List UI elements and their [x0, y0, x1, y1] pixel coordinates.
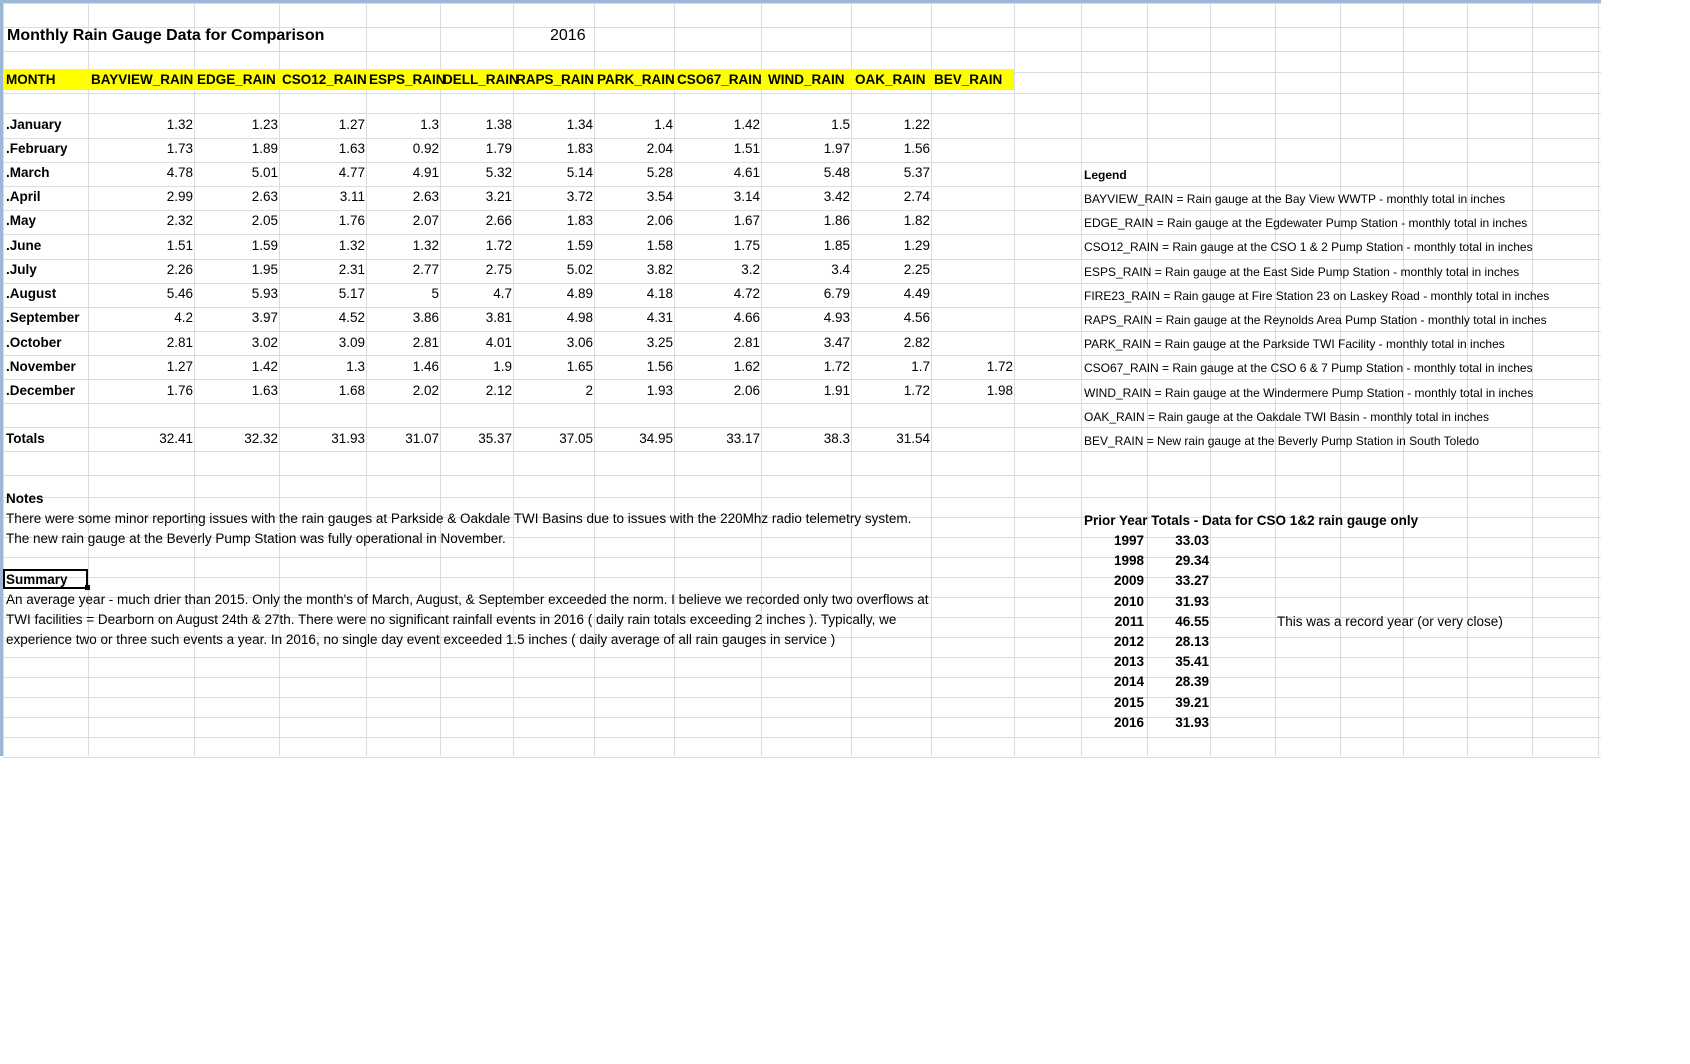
total-cell[interactable]: 33.17: [726, 431, 760, 446]
month-label[interactable]: .December: [6, 383, 76, 398]
month-label[interactable]: .March: [6, 165, 50, 180]
month-label[interactable]: .February: [6, 141, 68, 156]
data-cell[interactable]: 3.81: [485, 310, 512, 325]
prior-year: 2016: [1113, 714, 1144, 730]
data-cell[interactable]: 1.86: [823, 213, 850, 228]
data-cell[interactable]: 3.54: [646, 189, 673, 204]
data-cell[interactable]: 1.22: [903, 117, 930, 132]
data-cell[interactable]: 1.83: [566, 141, 593, 156]
column-header[interactable]: MONTH: [6, 72, 56, 87]
data-cell[interactable]: 1.58: [646, 238, 673, 253]
data-cell[interactable]: 0.92: [412, 141, 439, 156]
data-cell[interactable]: 1.51: [733, 141, 760, 156]
data-cell[interactable]: 4.7: [493, 286, 512, 301]
total-cell[interactable]: 38.3: [823, 431, 850, 446]
data-cell[interactable]: 1.56: [646, 359, 673, 374]
total-cell[interactable]: 35.37: [478, 431, 512, 446]
data-cell[interactable]: 3.42: [823, 189, 850, 204]
totals-label[interactable]: Totals: [6, 431, 45, 446]
total-cell[interactable]: 31.93: [331, 431, 365, 446]
data-cell[interactable]: 3.2: [741, 262, 760, 277]
data-cell[interactable]: 4.98: [566, 310, 593, 325]
month-label[interactable]: .July: [6, 262, 37, 277]
data-cell[interactable]: 3.82: [646, 262, 673, 277]
data-cell[interactable]: 4.89: [566, 286, 593, 301]
legend-item: OAK_RAIN = Rain gauge at the Oakdale TWI Basin - monthly total in inches: [1084, 409, 1489, 424]
data-cell[interactable]: 2.02: [412, 383, 439, 398]
data-cell[interactable]: 2.12: [485, 383, 512, 398]
month-label[interactable]: .September: [6, 310, 80, 325]
data-cell[interactable]: 1.38: [485, 117, 512, 132]
data-cell[interactable]: 1.7: [911, 359, 930, 374]
data-cell[interactable]: 5.37: [903, 165, 930, 180]
data-cell[interactable]: 1.63: [338, 141, 365, 156]
data-cell[interactable]: 1.27: [166, 359, 193, 374]
data-cell[interactable]: 3.06: [566, 335, 593, 350]
summary-line: experience two or three such events a year. In 2016, no single day event exceeded 1.5 inches ( daily average of all rain gauges in service ): [6, 632, 836, 647]
data-cell[interactable]: 4.49: [903, 286, 930, 301]
data-cell[interactable]: 1.97: [823, 141, 850, 156]
column-header[interactable]: WIND_RAIN: [768, 72, 845, 87]
prior-total: 33.27: [1175, 573, 1209, 589]
data-cell[interactable]: 6.79: [823, 286, 850, 301]
column-header[interactable]: EDGE_RAIN: [197, 72, 276, 87]
legend-item: CSO12_RAIN = Rain gauge at the CSO 1 & 2 Pump Station - monthly total in inches: [1084, 240, 1533, 255]
data-cell[interactable]: 1.72: [903, 383, 930, 398]
data-cell[interactable]: 1.62: [733, 359, 760, 374]
data-cell[interactable]: 1.46: [412, 359, 439, 374]
data-cell[interactable]: 1.5: [831, 117, 850, 132]
prior-year: 2011: [1114, 613, 1144, 629]
total-cell[interactable]: 32.41: [159, 431, 193, 446]
data-cell[interactable]: 4.77: [338, 165, 365, 180]
data-cell[interactable]: 3.02: [251, 335, 278, 350]
prior-year: 2010: [1113, 593, 1144, 609]
data-cell[interactable]: 1.56: [903, 141, 930, 156]
column-header[interactable]: DELL_RAIN: [443, 72, 519, 87]
data-cell[interactable]: 2.26: [166, 262, 193, 277]
data-cell[interactable]: 1.72: [485, 238, 512, 253]
data-cell[interactable]: 5: [431, 286, 439, 301]
record-year-note: This was a record year (or very close): [1277, 614, 1503, 629]
data-cell[interactable]: 5.28: [646, 165, 673, 180]
legend-item: BEV_RAIN = New rain gauge at the Beverly Pump Station in South Toledo: [1084, 434, 1480, 448]
data-cell[interactable]: 1.98: [986, 383, 1013, 398]
data-cell[interactable]: 1.59: [251, 238, 278, 253]
data-cell[interactable]: 1.63: [251, 383, 278, 398]
data-cell[interactable]: 1.95: [251, 262, 278, 277]
data-cell[interactable]: 4.66: [733, 310, 760, 325]
data-cell[interactable]: 5.32: [485, 165, 512, 180]
data-cell[interactable]: 2.75: [485, 262, 512, 277]
data-cell[interactable]: 2.63: [251, 189, 278, 204]
prior-year: 2009: [1113, 573, 1144, 589]
column-header[interactable]: BAYVIEW_RAIN: [91, 72, 194, 87]
prior-total: 31.93: [1175, 593, 1209, 609]
data-cell[interactable]: 1.3: [346, 359, 365, 374]
prior-total: 35.41: [1175, 654, 1209, 670]
notes-heading: Notes: [6, 491, 44, 506]
data-cell[interactable]: 5.46: [166, 286, 193, 301]
data-cell[interactable]: 1.32: [166, 117, 193, 132]
data-cell[interactable]: 5.48: [823, 165, 850, 180]
month-label[interactable]: .April: [6, 189, 41, 204]
data-cell[interactable]: 1.3: [420, 117, 439, 132]
data-cell[interactable]: 1.9: [493, 359, 512, 374]
total-cell[interactable]: 32.32: [244, 431, 278, 446]
month-label[interactable]: .November: [6, 359, 76, 374]
legend-item: EDGE_RAIN = Rain gauge at the Egdewater Pump Station - monthly total in inches: [1084, 216, 1528, 231]
data-cell[interactable]: 3.11: [339, 189, 365, 204]
data-cell[interactable]: 5.14: [566, 165, 593, 180]
data-cell[interactable]: 1.79: [485, 141, 512, 156]
column-header[interactable]: PARK_RAIN: [597, 72, 675, 87]
page-title: Monthly Rain Gauge Data for Comparison: [7, 27, 325, 44]
total-cell[interactable]: 34.95: [639, 431, 673, 446]
data-cell[interactable]: 1.76: [166, 383, 193, 398]
data-cell[interactable]: 1.72: [823, 359, 850, 374]
data-cell[interactable]: 3.86: [412, 310, 439, 325]
data-cell[interactable]: 4.72: [733, 286, 760, 301]
data-cell[interactable]: 1.82: [903, 213, 930, 228]
total-cell[interactable]: 37.05: [559, 431, 593, 446]
data-cell[interactable]: 1.91: [823, 383, 850, 398]
data-cell[interactable]: 2.31: [338, 262, 365, 277]
data-cell[interactable]: 1.27: [338, 117, 365, 132]
data-cell[interactable]: 4.2: [174, 310, 193, 325]
data-cell[interactable]: 1.76: [338, 213, 365, 228]
prior-total: 33.03: [1175, 533, 1209, 548]
data-cell[interactable]: 3.14: [733, 189, 760, 204]
prior-total: 39.21: [1175, 694, 1209, 710]
data-cell[interactable]: 3.47: [823, 335, 850, 350]
summary-heading[interactable]: Summary: [6, 572, 68, 587]
month-label[interactable]: .June: [6, 238, 42, 253]
data-cell[interactable]: 5.17: [338, 286, 365, 301]
data-cell[interactable]: 3.09: [338, 335, 365, 350]
data-cell[interactable]: 1.34: [566, 117, 593, 132]
data-cell[interactable]: 5.93: [251, 286, 278, 301]
data-cell[interactable]: 5.01: [251, 165, 278, 180]
prior-heading: Prior Year Totals - Data for CSO 1&2 rain gauge only: [1084, 513, 1419, 528]
data-cell[interactable]: 2.32: [166, 213, 193, 228]
legend-item: CSO67_RAIN = Rain gauge at the CSO 6 & 7 Pump Station - monthly total in inches: [1084, 361, 1533, 376]
data-cell[interactable]: 1.68: [338, 383, 365, 398]
prior-total: 28.13: [1175, 634, 1209, 649]
data-cell[interactable]: 2.66: [485, 213, 512, 228]
column-header[interactable]: BEV_RAIN: [934, 72, 1003, 87]
data-cell[interactable]: 4.78: [166, 165, 193, 180]
data-cell[interactable]: 2.07: [412, 213, 439, 228]
legend-item: ESPS_RAIN = Rain gauge at the East Side Pump Station - monthly total in inches: [1084, 264, 1520, 279]
prior-total: 28.39: [1175, 674, 1209, 690]
data-cell[interactable]: 1.32: [412, 238, 439, 253]
data-cell[interactable]: 2: [585, 383, 593, 398]
data-cell[interactable]: 3.25: [646, 335, 673, 350]
data-cell[interactable]: 1.59: [566, 238, 593, 253]
data-cell[interactable]: 2.06: [646, 213, 673, 228]
data-cell[interactable]: 2.05: [251, 213, 278, 228]
data-cell[interactable]: 2.77: [412, 262, 439, 277]
data-cell[interactable]: 1.72: [986, 359, 1013, 374]
data-cell[interactable]: 1.83: [566, 213, 593, 228]
data-cell[interactable]: 1.51: [166, 238, 193, 253]
data-cell[interactable]: 2.99: [166, 189, 193, 204]
data-cell[interactable]: 4.91: [412, 165, 439, 180]
data-cell[interactable]: 4.18: [646, 286, 673, 301]
data-cell[interactable]: 4.56: [903, 310, 930, 325]
data-cell[interactable]: 1.93: [646, 383, 673, 398]
data-cell[interactable]: 4.61: [733, 165, 760, 180]
legend-item: FIRE23_RAIN = Rain gauge at Fire Station 23 on Laskey Road - monthly total in inches: [1084, 288, 1550, 303]
prior-year: 2014: [1113, 674, 1144, 690]
prior-year: 1998: [1113, 553, 1144, 569]
data-cell[interactable]: 2.81: [412, 335, 439, 350]
legend-heading: Legend: [1084, 168, 1127, 182]
total-cell[interactable]: 31.54: [896, 431, 930, 446]
data-cell[interactable]: 2.63: [412, 189, 439, 204]
legend-item: BAYVIEW_RAIN = Rain gauge at the Bay View WWTP - monthly total in inches: [1084, 192, 1506, 206]
total-cell[interactable]: 31.07: [405, 431, 439, 446]
prior-total: 31.93: [1175, 714, 1209, 730]
data-cell[interactable]: 2.81: [166, 335, 193, 350]
month-label[interactable]: .August: [6, 286, 57, 301]
data-cell[interactable]: 4.52: [338, 310, 365, 325]
data-cell[interactable]: 1.23: [251, 117, 278, 132]
data-cell[interactable]: 3.4: [831, 262, 850, 277]
prior-year: 1997: [1113, 533, 1144, 548]
month-label[interactable]: .May: [6, 213, 37, 228]
legend-item: RAPS_RAIN = Rain gauge at the Reynolds Area Pump Station - monthly total in inches: [1084, 313, 1547, 327]
summary-line: An average year - much drier than 2015. Only the month's of March, August, & September exceeded the norm. I believe we recorded only two overflows at: [6, 592, 929, 607]
data-cell[interactable]: 1.42: [733, 117, 760, 132]
month-label[interactable]: .October: [6, 335, 62, 350]
data-cell[interactable]: 2.06: [733, 383, 760, 398]
data-cell[interactable]: 1.67: [733, 213, 760, 228]
prior-total: 29.34: [1175, 553, 1209, 569]
prior-total: 46.55: [1175, 613, 1209, 629]
data-cell[interactable]: 1.29: [903, 238, 930, 253]
notes-line: There were some minor reporting issues with the rain gauges at Parkside & Oakdale TWI Basins due to issues with the 220Mhz radio telemetry system.: [6, 511, 912, 526]
data-cell[interactable]: 4.93: [823, 310, 850, 325]
column-header[interactable]: CSO67_RAIN: [677, 72, 762, 87]
column-header[interactable]: OAK_RAIN: [855, 72, 926, 87]
data-cell[interactable]: 4.31: [646, 310, 673, 325]
data-cell[interactable]: 1.32: [338, 238, 365, 253]
data-cell[interactable]: 2.04: [646, 141, 673, 156]
data-cell[interactable]: 1.89: [251, 141, 278, 156]
legend-item: PARK_RAIN = Rain gauge at the Parkside TWI Facility - monthly total in inches: [1084, 337, 1505, 352]
data-cell[interactable]: 2.82: [903, 335, 930, 350]
summary-line: TWI facilities = Dearborn on August 24th & 27th. There were no significant rainfall events in 2016 ( daily rain totals exceeding 2 inches ). Typically, we: [6, 612, 897, 627]
column-header[interactable]: RAPS_RAIN: [516, 72, 595, 87]
fill-handle[interactable]: [85, 585, 90, 590]
prior-year: 2013: [1113, 654, 1144, 670]
legend-item: WIND_RAIN = Rain gauge at the Windermere Pump Station - monthly total in inches: [1084, 385, 1534, 400]
month-label[interactable]: .January: [6, 117, 62, 132]
column-header[interactable]: ESPS_RAIN: [369, 72, 446, 87]
column-header[interactable]: CSO12_RAIN: [282, 72, 367, 87]
data-cell[interactable]: 1.42: [251, 359, 278, 374]
data-cell[interactable]: 1.65: [566, 359, 593, 374]
data-cell[interactable]: 1.75: [733, 238, 760, 253]
data-cell[interactable]: 1.85: [823, 238, 850, 253]
year-label: 2016: [550, 27, 586, 44]
prior-year: 2012: [1113, 634, 1144, 649]
data-cell[interactable]: 1.73: [166, 141, 193, 156]
data-cell[interactable]: 3.21: [485, 189, 512, 204]
data-cell[interactable]: 5.02: [566, 262, 593, 277]
data-cell[interactable]: 2.74: [903, 189, 930, 204]
data-cell[interactable]: 3.72: [566, 189, 593, 204]
prior-year: 2015: [1113, 694, 1144, 710]
data-cell[interactable]: 2.25: [903, 262, 930, 277]
notes-line: The new rain gauge at the Beverly Pump Station was fully operational in November.: [6, 531, 506, 546]
data-cell[interactable]: 1.4: [654, 117, 673, 132]
data-cell[interactable]: 3.97: [251, 310, 278, 325]
data-cell[interactable]: 2.81: [733, 335, 760, 350]
data-cell[interactable]: 4.01: [485, 335, 512, 350]
